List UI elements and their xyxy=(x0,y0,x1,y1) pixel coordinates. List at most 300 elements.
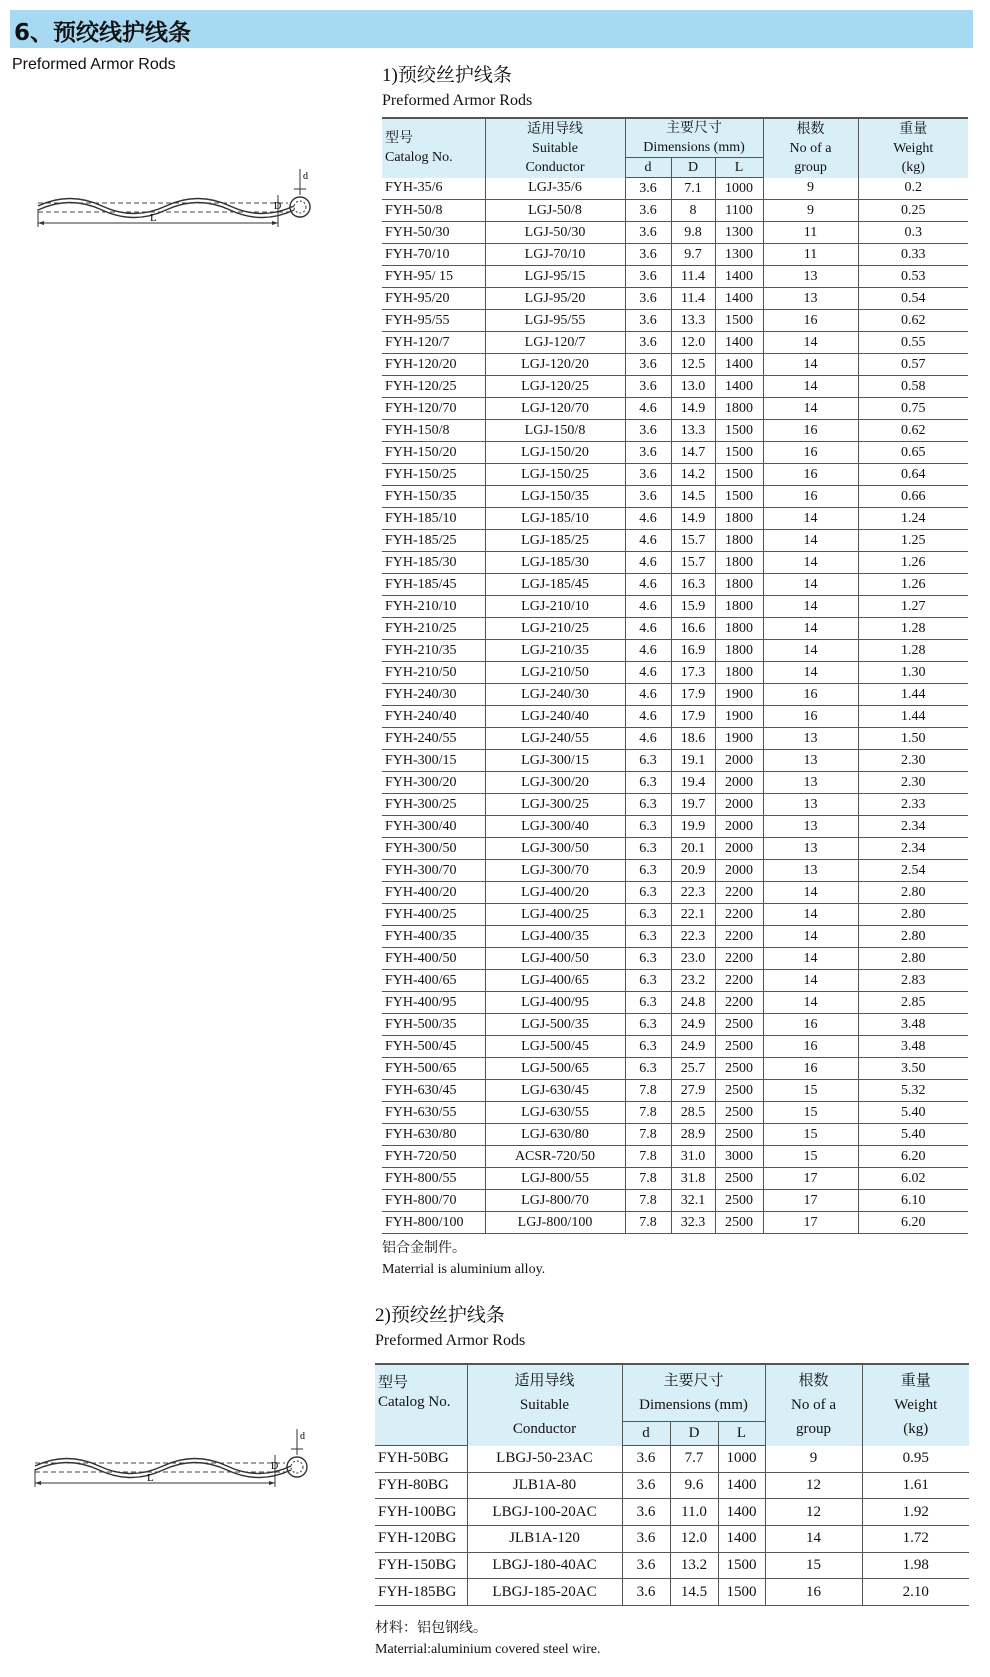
table-row xyxy=(382,222,968,244)
table-cell: 6.3 xyxy=(625,772,671,794)
table-cell: LGJ-500/65 xyxy=(485,1058,625,1080)
table-cell: FYH-300/25 xyxy=(382,794,485,816)
table-cell: 2500 xyxy=(715,1102,763,1124)
table-cell: 11 xyxy=(763,244,858,266)
table-row xyxy=(375,1552,969,1579)
table-cell: 16 xyxy=(763,1014,858,1036)
table-cell: 1800 xyxy=(715,398,763,420)
table-cell: 15 xyxy=(763,1146,858,1168)
table-cell: 3.48 xyxy=(858,1036,968,1058)
table-row xyxy=(382,310,968,332)
table-cell: 6.3 xyxy=(625,992,671,1014)
table-cell: 16 xyxy=(763,486,858,508)
table-cell: LGJ-400/50 xyxy=(485,948,625,970)
table-cell: 0.62 xyxy=(858,310,968,332)
armor-rods-table-2 xyxy=(375,1363,969,1606)
table-cell: FYH-150/25 xyxy=(382,464,485,486)
table-cell: 16.6 xyxy=(671,618,715,640)
table-cell: 14 xyxy=(763,354,858,376)
table-cell: LGJ-95/55 xyxy=(485,310,625,332)
table-cell: 14 xyxy=(763,948,858,970)
table-cell: LBGJ-185-20AC xyxy=(467,1579,622,1606)
table-cell: LGJ-50/30 xyxy=(485,222,625,244)
table-cell: 7.7 xyxy=(670,1446,718,1473)
table-row xyxy=(375,1499,969,1526)
table-cell: LGJ-630/80 xyxy=(485,1124,625,1146)
table-cell: 1400 xyxy=(718,1499,765,1526)
table-cell: 2.80 xyxy=(858,882,968,904)
table-cell: 22.3 xyxy=(671,926,715,948)
table-cell: 19.9 xyxy=(671,816,715,838)
table-row xyxy=(382,794,968,816)
table-row xyxy=(382,1058,968,1080)
table-cell: 31.8 xyxy=(671,1168,715,1190)
table-cell: 14 xyxy=(763,398,858,420)
table-cell: LGJ-120/20 xyxy=(485,354,625,376)
table-cell: JLB1A-120 xyxy=(467,1526,622,1553)
table-cell: 4.6 xyxy=(625,728,671,750)
table-cell: FYH-185/25 xyxy=(382,530,485,552)
table-row xyxy=(382,376,968,398)
table-row xyxy=(382,772,968,794)
diagram-label-d: d xyxy=(303,171,308,182)
table-cell: FYH-400/50 xyxy=(382,948,485,970)
table-cell: 15.9 xyxy=(671,596,715,618)
table-cell: 13 xyxy=(763,288,858,310)
table-cell: LGJ-400/35 xyxy=(485,926,625,948)
table-row xyxy=(382,1124,968,1146)
section1-note-cn: 铝合金制件。 xyxy=(382,1241,466,1256)
table-row xyxy=(382,860,968,882)
table-cell: 3.6 xyxy=(625,442,671,464)
table-cell: 5.40 xyxy=(858,1102,968,1124)
table-cell: 24.9 xyxy=(671,1014,715,1036)
table-cell: 13 xyxy=(763,838,858,860)
table-cell: FYH-800/70 xyxy=(382,1190,485,1212)
table-cell: LGJ-300/25 xyxy=(485,794,625,816)
table-cell: 22.3 xyxy=(671,882,715,904)
diagram2-label-D: D xyxy=(271,1461,279,1472)
table-cell: 6.3 xyxy=(625,1036,671,1058)
table-cell: 2500 xyxy=(715,1190,763,1212)
table-cell: LGJ-95/15 xyxy=(485,266,625,288)
table-cell: 3.6 xyxy=(625,222,671,244)
table-cell: 1500 xyxy=(718,1552,765,1579)
table-cell: 2.83 xyxy=(858,970,968,992)
section1-subtitle: Preformed Armor Rods xyxy=(382,92,533,109)
table-cell: LGJ-240/55 xyxy=(485,728,625,750)
table-cell: 11.0 xyxy=(670,1499,718,1526)
table-cell: 16.3 xyxy=(671,574,715,596)
table-cell: 1500 xyxy=(715,310,763,332)
table-cell: LGJ-50/8 xyxy=(485,200,625,222)
table-cell: 1.92 xyxy=(862,1499,969,1526)
table-cell: 1400 xyxy=(715,332,763,354)
table-cell: FYH-240/30 xyxy=(382,684,485,706)
table-cell: LGJ-150/20 xyxy=(485,442,625,464)
table-cell: LGJ-240/30 xyxy=(485,684,625,706)
table-cell: 24.8 xyxy=(671,992,715,1014)
table-cell: 13.3 xyxy=(671,310,715,332)
table-row xyxy=(382,904,968,926)
table-cell: 0.58 xyxy=(858,376,968,398)
table-cell: 6.3 xyxy=(625,1058,671,1080)
table-cell: FYH-720/50 xyxy=(382,1146,485,1168)
table-cell: 5.32 xyxy=(858,1080,968,1102)
table-cell: 16 xyxy=(763,310,858,332)
table-cell: 7.8 xyxy=(625,1146,671,1168)
table-cell: 0.75 xyxy=(858,398,968,420)
table-cell: 1400 xyxy=(718,1526,765,1553)
armor-rod-diagram-2 xyxy=(22,1425,332,1510)
table-cell: 2000 xyxy=(715,750,763,772)
table-cell: 6.3 xyxy=(625,904,671,926)
table-cell: FYH-500/45 xyxy=(382,1036,485,1058)
col-group: 根数 No of a group xyxy=(763,118,858,178)
table-cell: 22.1 xyxy=(671,904,715,926)
table-cell: FYH-50/30 xyxy=(382,222,485,244)
table-cell: FYH-95/20 xyxy=(382,288,485,310)
table-cell: 2000 xyxy=(715,772,763,794)
table-row xyxy=(375,1579,969,1606)
table-cell: LGJ-630/55 xyxy=(485,1102,625,1124)
table-cell: LGJ-400/25 xyxy=(485,904,625,926)
table-cell: 3.50 xyxy=(858,1058,968,1080)
table-cell: FYH-800/100 xyxy=(382,1212,485,1234)
table-cell: 28.5 xyxy=(671,1102,715,1124)
table-cell: 20.1 xyxy=(671,838,715,860)
col-D: D xyxy=(671,158,715,178)
table-cell: FYH-70/10 xyxy=(382,244,485,266)
table-cell: LGJ-800/100 xyxy=(485,1212,625,1234)
table-cell: 11.4 xyxy=(671,288,715,310)
table-cell: 3.6 xyxy=(625,288,671,310)
table-cell: 3.6 xyxy=(625,420,671,442)
table-cell: FYH-185/45 xyxy=(382,574,485,596)
table-cell: FYH-210/50 xyxy=(382,662,485,684)
table-cell: FYH-100BG xyxy=(375,1499,467,1526)
table-cell: LGJ-800/55 xyxy=(485,1168,625,1190)
table-cell: 7.8 xyxy=(625,1102,671,1124)
table-cell: 4.6 xyxy=(625,706,671,728)
col-conductor: 适用导线 Suitable Conductor xyxy=(485,118,625,178)
table-row xyxy=(382,1146,968,1168)
diagram-label-L: L xyxy=(150,212,157,224)
table-row xyxy=(382,992,968,1014)
table-cell: FYH-800/55 xyxy=(382,1168,485,1190)
table-cell: LGJ-120/7 xyxy=(485,332,625,354)
table-cell: 4.6 xyxy=(625,574,671,596)
table-cell: LGJ-210/10 xyxy=(485,596,625,618)
table-cell: 25.7 xyxy=(671,1058,715,1080)
table-cell: 1.61 xyxy=(862,1472,969,1499)
table-cell: LGJ-70/10 xyxy=(485,244,625,266)
table-row xyxy=(382,200,968,222)
table-cell: 2200 xyxy=(715,970,763,992)
table-cell: 1800 xyxy=(715,508,763,530)
col-d: d xyxy=(625,158,671,178)
table-cell: 13 xyxy=(763,860,858,882)
diagram2-label-d: d xyxy=(300,1431,305,1442)
table-cell: 2000 xyxy=(715,794,763,816)
table-cell: 2200 xyxy=(715,882,763,904)
table-cell: 1800 xyxy=(715,574,763,596)
table-cell: 3.6 xyxy=(625,332,671,354)
table-cell: LBGJ-180-40AC xyxy=(467,1552,622,1579)
table-row xyxy=(382,838,968,860)
table-cell: FYH-150BG xyxy=(375,1552,467,1579)
table-cell: 6.10 xyxy=(858,1190,968,1212)
table-row xyxy=(382,552,968,574)
table-cell: 14 xyxy=(763,926,858,948)
table-cell: 2.30 xyxy=(858,750,968,772)
table-cell: 18.6 xyxy=(671,728,715,750)
table-cell: 14 xyxy=(763,596,858,618)
table-cell: FYH-95/55 xyxy=(382,310,485,332)
col-L: L xyxy=(715,158,763,178)
table-cell: LGJ-400/65 xyxy=(485,970,625,992)
table-cell: 2500 xyxy=(715,1058,763,1080)
section2-subtitle: Preformed Armor Rods xyxy=(375,1332,526,1349)
table-cell: FYH-50/8 xyxy=(382,200,485,222)
table-row xyxy=(382,640,968,662)
table-cell: 12 xyxy=(765,1499,862,1526)
section1-title: 1)预绞丝护线条 xyxy=(382,65,512,86)
table-cell: LGJ-150/35 xyxy=(485,486,625,508)
table-row xyxy=(382,464,968,486)
table-cell: FYH-120/20 xyxy=(382,354,485,376)
table-cell: 0.62 xyxy=(858,420,968,442)
table-cell: 14 xyxy=(763,508,858,530)
table-cell: 0.2 xyxy=(858,178,968,200)
table-cell: 6.20 xyxy=(858,1212,968,1234)
table-cell: 1300 xyxy=(715,244,763,266)
table-cell: 14.5 xyxy=(671,486,715,508)
table-cell: 5.40 xyxy=(858,1124,968,1146)
table-cell: 13.2 xyxy=(670,1552,718,1579)
table-cell: 0.55 xyxy=(858,332,968,354)
table-cell: 1.25 xyxy=(858,530,968,552)
table-cell: 1.30 xyxy=(858,662,968,684)
table-cell: FYH-120/70 xyxy=(382,398,485,420)
table-cell: 2.85 xyxy=(858,992,968,1014)
table-cell: FYH-300/40 xyxy=(382,816,485,838)
table-cell: 14 xyxy=(763,530,858,552)
table-cell: 2000 xyxy=(715,838,763,860)
table-cell: LGJ-185/25 xyxy=(485,530,625,552)
table-cell: FYH-630/55 xyxy=(382,1102,485,1124)
table-cell: 16.9 xyxy=(671,640,715,662)
table-cell: 1400 xyxy=(715,266,763,288)
table-cell: LGJ-400/95 xyxy=(485,992,625,1014)
table-cell: 27.9 xyxy=(671,1080,715,1102)
table-cell: 4.6 xyxy=(625,596,671,618)
table-cell: FYH-185BG xyxy=(375,1579,467,1606)
table-cell: FYH-120/25 xyxy=(382,376,485,398)
table-cell: 1800 xyxy=(715,618,763,640)
armor-rods-table-1 xyxy=(382,117,968,1234)
table-row xyxy=(382,948,968,970)
table-cell: 7.8 xyxy=(625,1212,671,1234)
table-cell: 6.3 xyxy=(625,860,671,882)
table-cell: 1.44 xyxy=(858,684,968,706)
col-catalog: 型号 Catalog No. xyxy=(382,118,485,178)
table-cell: 14 xyxy=(763,332,858,354)
table-cell: 2200 xyxy=(715,904,763,926)
table-cell: 16 xyxy=(763,420,858,442)
table-cell: 14.9 xyxy=(671,508,715,530)
table-cell: LBGJ-50-23AC xyxy=(467,1446,622,1473)
table-cell: 14.2 xyxy=(671,464,715,486)
table-cell: FYH-95/ 15 xyxy=(382,266,485,288)
col-dimensions: 主要尺寸 Dimensions (mm) xyxy=(625,118,763,158)
table-row xyxy=(382,420,968,442)
diagram-label-D: D xyxy=(274,201,282,212)
table-cell: 17.3 xyxy=(671,662,715,684)
table-row xyxy=(375,1526,969,1553)
table-cell: 15.7 xyxy=(671,530,715,552)
table-cell: LGJ-120/25 xyxy=(485,376,625,398)
table-cell: FYH-185/10 xyxy=(382,508,485,530)
table-cell: FYH-240/55 xyxy=(382,728,485,750)
table-row xyxy=(382,926,968,948)
table-cell: 0.54 xyxy=(858,288,968,310)
table-cell: LGJ-800/70 xyxy=(485,1190,625,1212)
table-cell: LBGJ-100-20AC xyxy=(467,1499,622,1526)
table-cell: 3.6 xyxy=(625,464,671,486)
table-row xyxy=(382,750,968,772)
table-cell: 9.7 xyxy=(671,244,715,266)
table-cell: FYH-120BG xyxy=(375,1526,467,1553)
table-row xyxy=(375,1446,969,1473)
table-row xyxy=(382,618,968,640)
table-cell: 6.3 xyxy=(625,882,671,904)
table-row xyxy=(375,1472,969,1499)
col2-d: d xyxy=(622,1421,670,1446)
table-cell: 6.3 xyxy=(625,1014,671,1036)
table-cell: FYH-400/65 xyxy=(382,970,485,992)
table-cell: 32.3 xyxy=(671,1212,715,1234)
table-cell: LGJ-185/30 xyxy=(485,552,625,574)
table-cell: 2.33 xyxy=(858,794,968,816)
table-cell: LGJ-300/15 xyxy=(485,750,625,772)
table-cell: 14.5 xyxy=(670,1579,718,1606)
table-cell: LGJ-240/40 xyxy=(485,706,625,728)
table-cell: 7.8 xyxy=(625,1080,671,1102)
table-cell: 3.6 xyxy=(625,376,671,398)
table-cell: 16 xyxy=(763,464,858,486)
table-cell: 2200 xyxy=(715,992,763,1014)
table-cell: 3.6 xyxy=(622,1446,670,1473)
table-cell: LGJ-630/45 xyxy=(485,1080,625,1102)
table-cell: 1.26 xyxy=(858,574,968,596)
table-cell: 9 xyxy=(765,1446,862,1473)
table-cell: 3.6 xyxy=(625,310,671,332)
table-cell: 15 xyxy=(763,1080,858,1102)
table-cell: 4.6 xyxy=(625,508,671,530)
table-cell: 2500 xyxy=(715,1212,763,1234)
table-cell: 1400 xyxy=(715,376,763,398)
table-cell: 0.95 xyxy=(862,1446,969,1473)
table-cell: FYH-400/25 xyxy=(382,904,485,926)
table-cell: 3.6 xyxy=(622,1579,670,1606)
table-cell: JLB1A-80 xyxy=(467,1472,622,1499)
table-cell: 14 xyxy=(763,574,858,596)
table-row xyxy=(382,1080,968,1102)
table-cell: 0.66 xyxy=(858,486,968,508)
table-row xyxy=(382,684,968,706)
table-cell: ACSR-720/50 xyxy=(485,1146,625,1168)
table-cell: LGJ-300/20 xyxy=(485,772,625,794)
table-cell: FYH-150/8 xyxy=(382,420,485,442)
table-cell: LGJ-400/20 xyxy=(485,882,625,904)
table-cell: FYH-400/20 xyxy=(382,882,485,904)
table-cell: LGJ-210/35 xyxy=(485,640,625,662)
table-cell: 17 xyxy=(763,1190,858,1212)
table-cell: 2200 xyxy=(715,926,763,948)
table-cell: 1.27 xyxy=(858,596,968,618)
table-cell: 9 xyxy=(763,178,858,200)
table-cell: FYH-300/50 xyxy=(382,838,485,860)
table-cell: 15 xyxy=(765,1552,862,1579)
table-cell: 15 xyxy=(763,1102,858,1124)
table-cell: 1800 xyxy=(715,662,763,684)
table-cell: 3.48 xyxy=(858,1014,968,1036)
table-row xyxy=(382,970,968,992)
table-cell: 14 xyxy=(763,640,858,662)
table-cell: 3.6 xyxy=(625,486,671,508)
table-cell: 4.6 xyxy=(625,640,671,662)
table-cell: 12.0 xyxy=(670,1526,718,1553)
table-cell: 0.53 xyxy=(858,266,968,288)
table-cell: 13 xyxy=(763,816,858,838)
table-cell: 12.5 xyxy=(671,354,715,376)
table-cell: 9.6 xyxy=(670,1472,718,1499)
section2-note-en: Materrial:aluminium covered steel wire. xyxy=(375,1642,601,1657)
table-cell: 3.6 xyxy=(625,200,671,222)
table-cell: FYH-300/20 xyxy=(382,772,485,794)
table-cell: 1.44 xyxy=(858,706,968,728)
armor-rod-diagram-1 xyxy=(30,165,330,250)
table-row xyxy=(382,1036,968,1058)
table-cell: LGJ-185/45 xyxy=(485,574,625,596)
table-cell: 0.33 xyxy=(858,244,968,266)
table-cell: 23.0 xyxy=(671,948,715,970)
table-cell: 14 xyxy=(763,882,858,904)
table-cell: 14 xyxy=(763,618,858,640)
table-cell: 13 xyxy=(763,728,858,750)
table-cell: 1800 xyxy=(715,552,763,574)
table-cell: FYH-80BG xyxy=(375,1472,467,1499)
table-cell: 17.9 xyxy=(671,684,715,706)
table-cell: 2.80 xyxy=(858,948,968,970)
table-cell: 14 xyxy=(763,992,858,1014)
table-cell: 9 xyxy=(763,200,858,222)
table-row xyxy=(382,1190,968,1212)
table-cell: 2500 xyxy=(715,1036,763,1058)
table-cell: 1.24 xyxy=(858,508,968,530)
table-cell: 16 xyxy=(763,1058,858,1080)
table-cell: 0.64 xyxy=(858,464,968,486)
table-cell: 17 xyxy=(763,1168,858,1190)
section-banner xyxy=(10,10,973,48)
table-cell: 0.57 xyxy=(858,354,968,376)
table-cell: 7.8 xyxy=(625,1168,671,1190)
table-cell: 2.30 xyxy=(858,772,968,794)
table-cell: 20.9 xyxy=(671,860,715,882)
table-cell: 14 xyxy=(765,1526,862,1553)
table-row xyxy=(382,442,968,464)
